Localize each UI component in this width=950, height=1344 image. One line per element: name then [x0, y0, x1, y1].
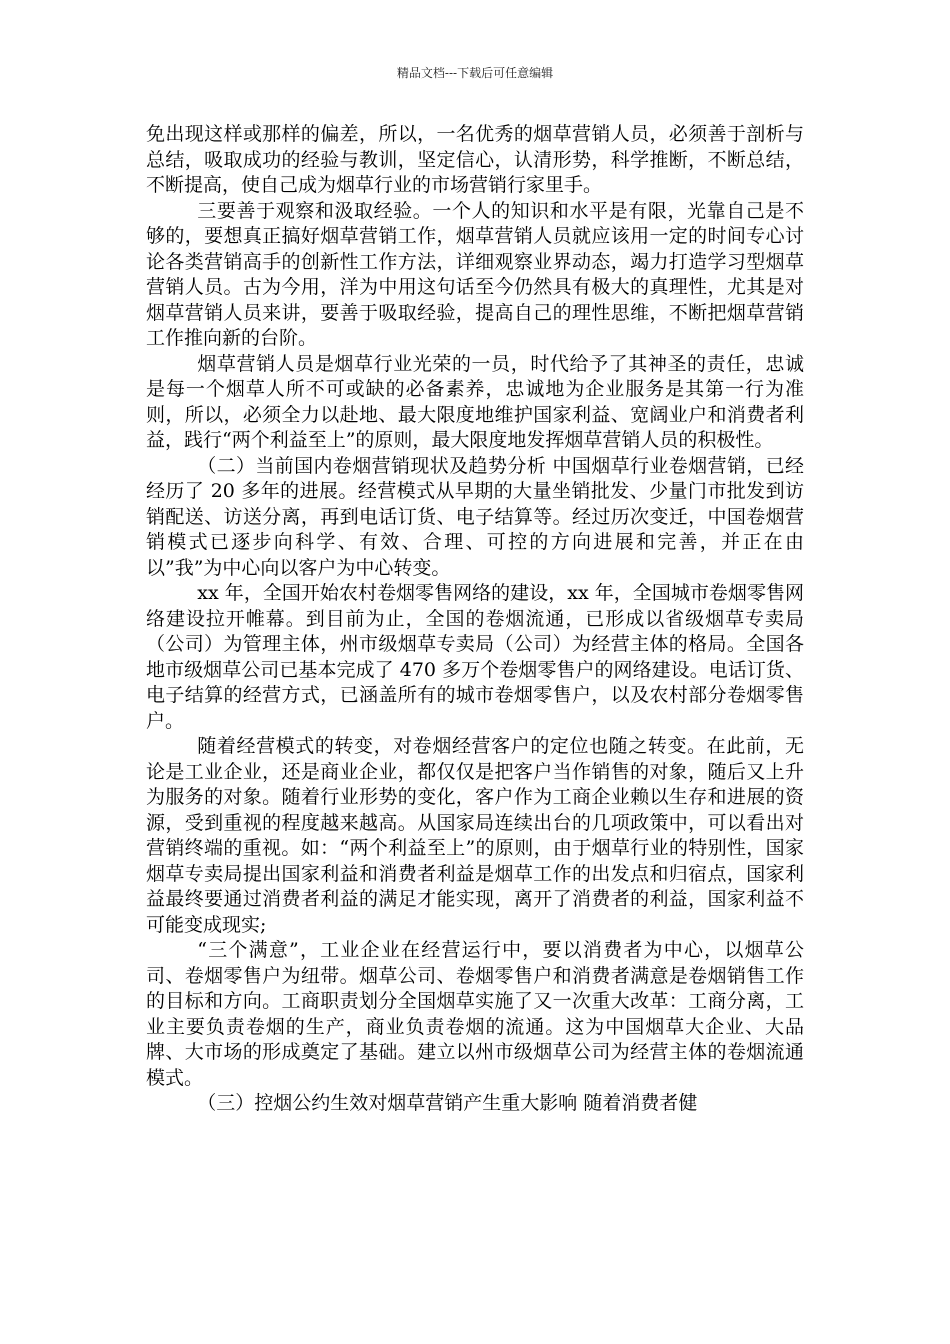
document-body [146, 122, 804, 1117]
paragraph-7: “三个满意”，工业企业在经营运行中，要以消费者为中心，以烟草公司、卷烟零售户为纽带。烟草公司、卷烟零售户和消费者满意是卷烟销售工作的目标和方向。工商职责划分全国烟草实施了又一次重大改革：工商分离，工业主要负责卷烟的生产，商业负责卷烟的流通。这为中国烟草大企业、大品牌、大市场的形成奠定了基础。建立以州市级烟草公司为经营主体的卷烟流通模式。 [146, 939, 804, 1089]
paragraph-5: xx 年，全国开始农村卷烟零售网络的建设，xx 年，全国城市卷烟零售网络建设拉开帷幕。到目前为止，全国的卷烟流通，已形成以省级烟草专卖局（公司）为管理主体，州市级烟草专卖局（公司）为经营主体的格局。全国各地市级烟草公司已基本完成了 470 多万个卷烟零售户的网络建设。电话订货、电子结算的经营方式，已涵盖所有的城市卷烟零售户，以及农村部分卷烟零售户。 [146, 582, 804, 732]
paragraph-4: （二）当前国内卷烟营销现状及趋势分析 中国烟草行业卷烟营销，已经经历了 20 多年的进展。经营模式从早期的大量坐销批发、少量门市批发到访销配送、访送分离，再到电话订货、电子结算等。经过历次变迁，中国卷烟营销模式已逐步向科学、有效、合理、可控的方向进展和完善，并正在由以”我”为中心向以客户为中心转变。 [146, 454, 804, 579]
page-header: 精品文档---下载后可任意编辑 [396, 66, 554, 80]
paragraph-2: 三要善于观察和汲取经验。一个人的知识和水平是有限，光靠自己是不够的，要想真正搞好烟草营销工作，烟草营销人员就应该用一定的时间专心讨论各类营销高手的创新性工作方法，详细观察业界动态，竭力打造学习型烟草营销人员。古为今用，洋为中用这句话至今仍然具有极大的真理性，尤其是对烟草营销人员来讲，要善于吸取经验，提高自己的理性思维，不断把烟草营销工作推向新的台阶。 [146, 199, 804, 349]
paragraph-8: （三）控烟公约生效对烟草营销产生重大影响 随着消费者健 [197, 1092, 698, 1114]
paragraph-1: 免出现这样或那样的偏差，所以，一名优秀的烟草营销人员，必须善于剖析与总结，吸取成功的经验与教训，坚定信心，认清形势，科学推断，不断总结，不断提高，使自己成为烟草行业的市场营销行家里手。 [146, 123, 804, 196]
paragraph-3: 烟草营销人员是烟草行业光荣的一员，时代给予了其神圣的责任，忠诚是每一个烟草人所不可或缺的必备素养，忠诚地为企业服务是其第一行为准则，所以，必须全力以赴地、最大限度地维护国家利益、宽阔业户和消费者利益，践行“两个利益至上”的原则，最大限度地发挥烟草营销人员的积极性。 [146, 352, 804, 451]
paragraph-6: 随着经营模式的转变，对卷烟经营客户的定位也随之转变。在此前，无论是工业企业，还是商业企业，都仅仅是把客户当作销售的对象，随后又上升为服务的对象。随着行业形势的变化，客户作为工商企业赖以生存和进展的资源，受到重视的程度越来越高。从国家局连续出台的几项政策中，可以看出对营销终端的重视。如：“两个利益至上”的原则，由于烟草行业的特别性，国家烟草专卖局提出国家利益和消费者利益是烟草工作的出发点和归宿点，国家利益最终要通过消费者利益的满足才能实现，离开了消费者的利益，国家利益不可能变成现实; [146, 735, 804, 936]
